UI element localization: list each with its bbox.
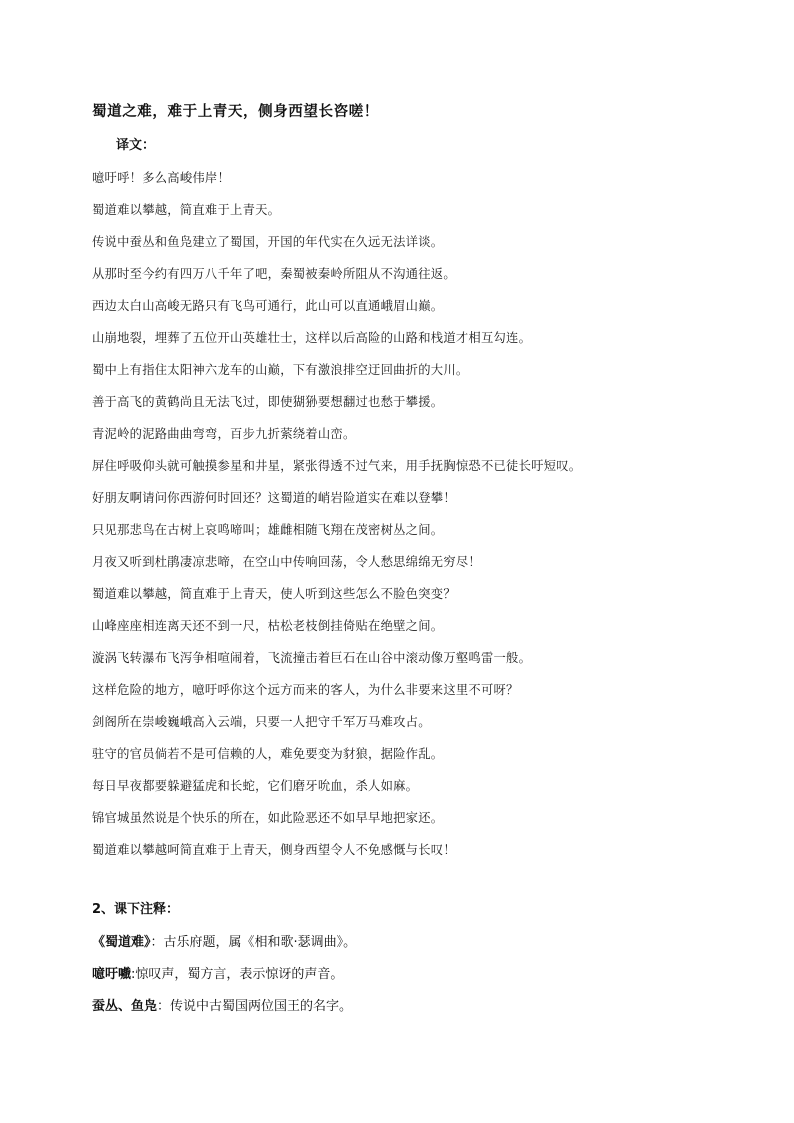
note-term: 蚕丛、鱼凫 — [92, 999, 158, 1014]
translation-line: 蜀道难以攀越，简直难于上青天。 — [92, 203, 281, 217]
note-item — [92, 931, 356, 950]
note-term: 《蜀道难》 — [92, 935, 151, 950]
translation-line: 蜀中上有指住太阳神六龙车的山巅，下有激浪排空迂回曲折的大川。 — [92, 363, 469, 377]
translation-line: 剑阁所在崇峻巍峨高入云端，只要一人把守千军万马难攻占。 — [92, 715, 431, 729]
translation-line: 只见那悲鸟在古树上哀鸣啼叫；雄雌相随飞翔在茂密树丛之间。 — [92, 523, 444, 537]
translation-line: 蜀道难以攀越呵简直难于上青天，侧身西望令人不免感慨与长叹！ — [92, 843, 456, 857]
translation-heading: 译文： — [116, 138, 156, 153]
translation-line: 这样危险的地方，噫吁呼你这个远方而来的客人，为什么非要来这里不可呀？ — [92, 683, 519, 697]
translation-line: 锦官城虽然说是个快乐的所在，如此险恶还不如早早地把家还。 — [92, 811, 444, 825]
note-item — [92, 963, 343, 982]
translation-line: 驻守的官员倘若不是可信赖的人，难免要变为豺狼，据险作乱。 — [92, 747, 444, 761]
note-term: 噫吁嚱 — [92, 967, 132, 982]
translation-line: 漩涡飞转瀑布飞泻争相喧闹着，飞流撞击着巨石在山谷中滚动像万壑鸣雷一般。 — [92, 651, 532, 665]
translation-line: 西边太白山高峻无路只有飞鸟可通行，此山可以直通峨眉山巅。 — [92, 299, 444, 313]
translation-line: 噫吁呼！多么高峻伟岸！ — [92, 171, 231, 185]
translation-line: 每日早夜都要躲避猛虎和长蛇，它们磨牙吮血，杀人如麻。 — [92, 779, 419, 793]
translation-line: 善于高飞的黄鹤尚且无法飞过，即使猢狲要想翻过也愁于攀援。 — [92, 395, 444, 409]
translation-line: 山峰座座相连离天还不到一尺，枯松老枝倒挂倚贴在绝壁之间。 — [92, 619, 444, 633]
translation-line: 蜀道难以攀越，简直难于上青天，使人听到这些怎么不脸色突变？ — [92, 587, 456, 601]
translation-line: 传说中蚕丛和鱼凫建立了蜀国，开国的年代实在久远无法详谈。 — [92, 235, 444, 249]
translation-line: 好朋友啊请问你西游何时回还？这蜀道的峭岩险道实在难以登攀！ — [92, 491, 456, 505]
translation-line: 山崩地裂，埋葬了五位开山英雄壮士，这样以后高险的山路和栈道才相互勾连。 — [92, 331, 532, 345]
note-item — [92, 995, 352, 1014]
note-text: ：古乐府题，属《相和歌·瑟调曲》。 — [150, 935, 357, 950]
translation-line: 从那时至今约有四万八千年了吧，秦蜀被秦岭所阻从不沟通往返。 — [92, 267, 456, 281]
translation-line: 屏住呼吸仰头就可触摸参星和井星，紧张得透不过气来，用手抚胸惊恐不已徒长吁短叹。 — [92, 459, 582, 473]
note-text: ：传说中古蜀国两位国王的名字。 — [157, 999, 353, 1014]
notes-heading: 2、课下注释： — [92, 902, 180, 917]
translation-line: 青泥岭的泥路曲曲弯弯，百步九折萦绕着山峦。 — [92, 427, 356, 441]
note-text: :惊叹声，蜀方言，表示惊讶的声音。 — [131, 967, 344, 982]
poem-title: 蜀道之难，难于上青天，侧身西望长咨嗟！ — [92, 103, 379, 120]
translation-line: 月夜又听到杜鹃凄凉悲啼，在空山中传响回荡，令人愁思绵绵无穷尽！ — [92, 555, 481, 569]
